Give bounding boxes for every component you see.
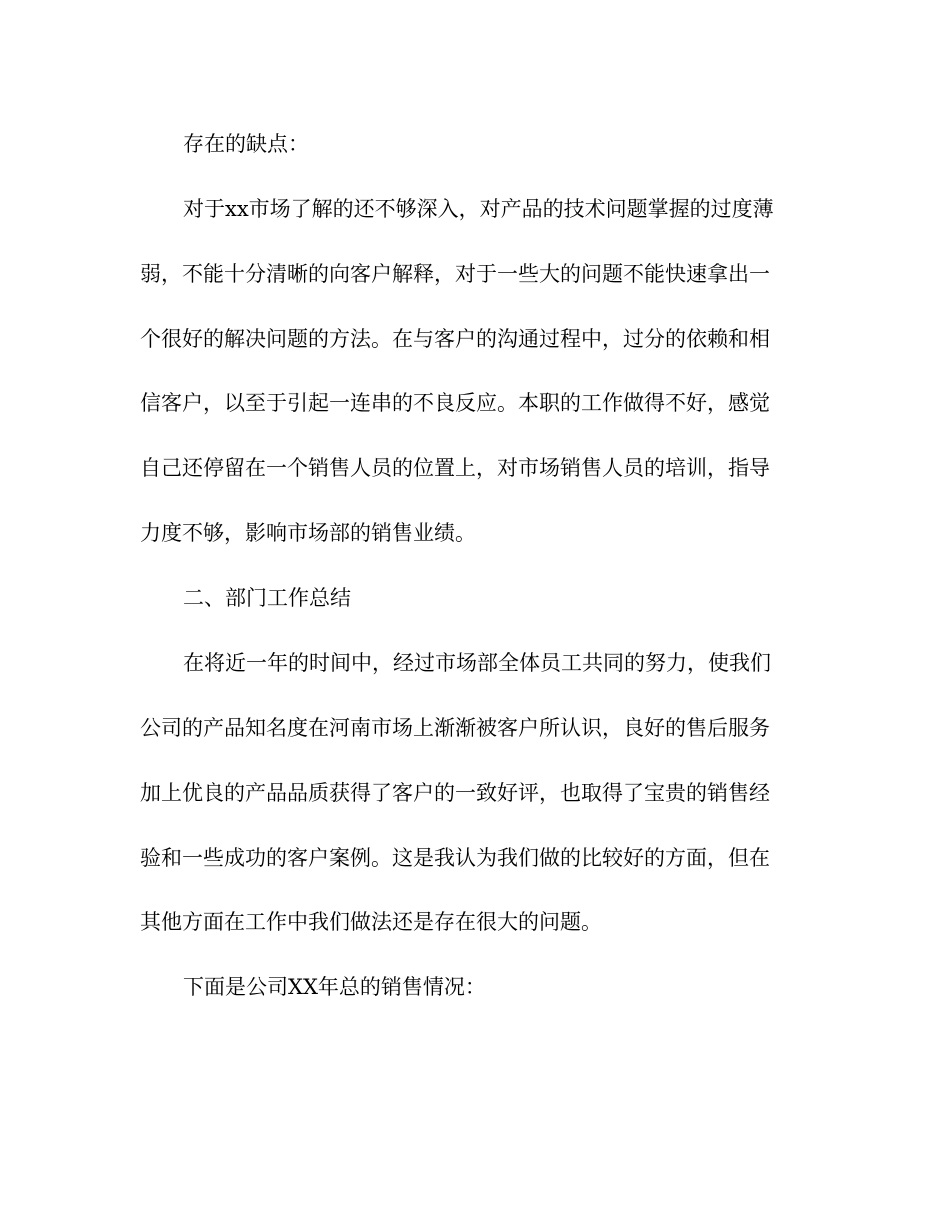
paragraph-line: 验和一些成功的客户案例。这是我认为我们做的比较好的方面，但在 [140,846,770,870]
paragraph-line: 在将近一年的时间中，经过市场部全体员工共同的努力，使我们 [183,651,771,675]
paragraph-line: 其他方面在工作中我们做法还是存在很大的问题。 [140,910,602,934]
paragraph-line: 加上优良的产品品质获得了客户的一致好评，也取得了宝贵的销售经 [140,781,770,805]
paragraph-line: 对于xx市场了解的还不够深入，对产品的技术问题掌握的过度薄 [183,197,774,221]
paragraph-line: 力度不够，影响市场部的销售业绩。 [140,521,476,545]
paragraph-line: 下面是公司XX年总的销售情况： [183,975,486,999]
paragraph-line: 公司的产品知名度在河南市场上渐渐被客户所认识，良好的售后服务 [140,716,770,740]
paragraph-heading-shortcomings: 存在的缺点： [183,132,309,156]
paragraph-line: 信客户，以至于引起一连串的不良反应。本职的工作做得不好，感觉 [140,391,770,415]
paragraph-line: 弱，不能十分清晰的向客户解释，对于一些大的问题不能快速拿出一 [140,262,770,286]
section-heading: 二、部门工作总结 [183,586,351,610]
paragraph-line: 个很好的解决问题的方法。在与客户的沟通过程中，过分的依赖和相 [140,327,770,351]
paragraph-line: 自己还停留在一个销售人员的位置上，对市场销售人员的培训，指导 [140,456,770,480]
